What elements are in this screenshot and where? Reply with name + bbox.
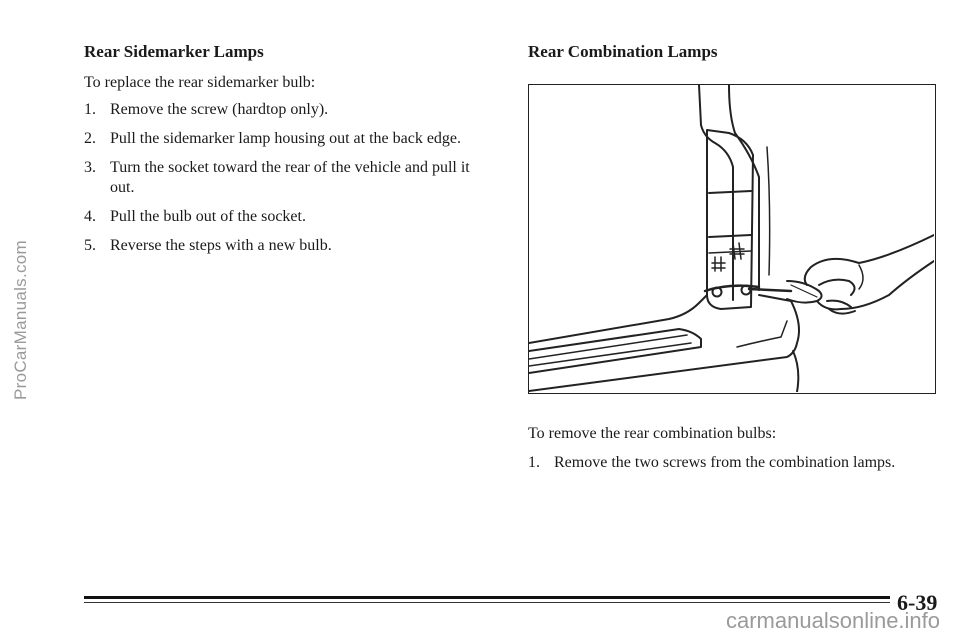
- step-number: 3.: [84, 159, 96, 176]
- step-item: [84, 129, 484, 149]
- left-column: [84, 40, 484, 265]
- watermark-vertical-text: ProCarManuals.com: [11, 239, 31, 401]
- sidemarker-steps: [84, 100, 484, 256]
- step-number: 2.: [84, 130, 96, 147]
- combination-lamp-illustration: [528, 84, 936, 394]
- step-number: 4.: [84, 208, 96, 225]
- section-heading-combination: Rear Combination Lamps: [528, 42, 718, 61]
- step-item: [84, 158, 484, 198]
- footer-rule-thick: [84, 596, 890, 599]
- watermark-bottom: carmanualsonline.info: [726, 608, 941, 633]
- step-text: Remove the screw (hardtop only).: [110, 101, 329, 118]
- step-text: Pull the sidemarker lamp housing out at the back edge.: [110, 130, 462, 147]
- step-number: 1.: [84, 101, 96, 118]
- section-heading-sidemarker: Rear Sidemarker Lamps: [84, 42, 264, 61]
- footer-rule: [84, 596, 890, 603]
- watermark-vertical: [8, 60, 34, 580]
- page-number: 6-39: [897, 590, 938, 615]
- illustration-drawing: [529, 85, 934, 392]
- step-number: 5.: [84, 237, 96, 254]
- footer-rule-thin: [84, 602, 890, 603]
- combination-intro: To remove the rear combination bulbs:: [528, 425, 777, 442]
- right-column-body: [528, 423, 948, 482]
- combination-steps: [528, 453, 948, 473]
- step-item: [84, 207, 484, 227]
- step-text: Pull the bulb out of the socket.: [110, 208, 306, 225]
- step-number: 1.: [528, 454, 540, 471]
- right-column-header: [528, 40, 948, 64]
- step-text: Reverse the steps with a new bulb.: [110, 237, 332, 254]
- sidemarker-intro: To replace the rear sidemarker bulb:: [84, 74, 316, 91]
- step-text: Turn the socket toward the rear of the vehicle and pull it out.: [110, 159, 470, 196]
- step-item: [84, 100, 484, 120]
- step-text: Remove the two screws from the combination lamps.: [554, 454, 896, 471]
- step-item: [84, 236, 484, 256]
- step-item: [528, 453, 948, 473]
